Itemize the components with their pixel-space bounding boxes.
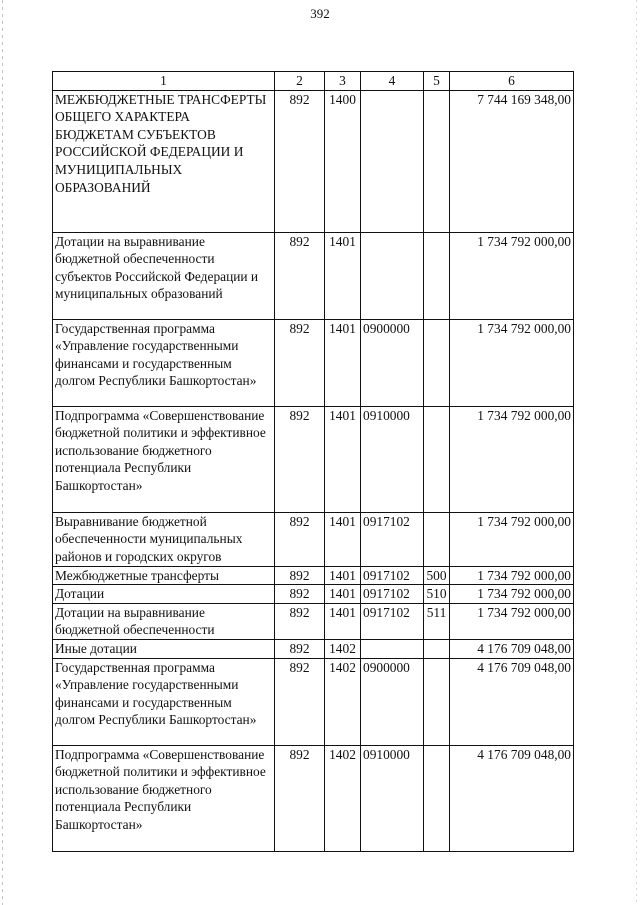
row-name: Дотации bbox=[53, 585, 275, 604]
row-col-2: 892 bbox=[275, 90, 325, 232]
row-sum: 1 734 792 000,00 bbox=[450, 232, 574, 319]
page-number: 392 bbox=[310, 6, 330, 21]
header-col-3: 3 bbox=[325, 72, 361, 91]
table-row bbox=[53, 566, 574, 585]
table-row bbox=[53, 658, 574, 745]
table-row bbox=[53, 232, 574, 319]
row-col-2: 892 bbox=[275, 745, 325, 851]
row-name: Государственная программа «Управление государственными финансами и государственным долгом Республики Башкортостан» bbox=[53, 658, 275, 745]
row-col-3: 1401 bbox=[325, 512, 361, 566]
row-col-3: 1402 bbox=[325, 639, 361, 658]
row-col-5: 500 bbox=[424, 566, 450, 585]
row-col-2: 892 bbox=[275, 319, 325, 406]
row-col-5 bbox=[424, 658, 450, 745]
row-sum: 1 734 792 000,00 bbox=[450, 319, 574, 406]
table-row bbox=[53, 319, 574, 406]
row-sum: 4 176 709 048,00 bbox=[450, 745, 574, 851]
row-col-5 bbox=[424, 512, 450, 566]
row-col-2: 892 bbox=[275, 658, 325, 745]
row-col-4 bbox=[361, 232, 424, 319]
row-col-2: 892 bbox=[275, 406, 325, 512]
header-col-4: 4 bbox=[361, 72, 424, 91]
row-col-2: 892 bbox=[275, 639, 325, 658]
row-col-3: 1402 bbox=[325, 745, 361, 851]
row-col-4: 0910000 bbox=[361, 406, 424, 512]
row-col-2: 892 bbox=[275, 603, 325, 639]
table-row bbox=[53, 585, 574, 604]
row-sum: 7 744 169 348,00 bbox=[450, 90, 574, 232]
row-sum: 1 734 792 000,00 bbox=[450, 603, 574, 639]
table-row bbox=[53, 639, 574, 658]
table-row bbox=[53, 406, 574, 512]
row-name: Дотации на выравнивание бюджетной обеспеченности bbox=[53, 603, 275, 639]
table-row bbox=[53, 603, 574, 639]
header-col-6: 6 bbox=[450, 72, 574, 91]
row-col-2: 892 bbox=[275, 232, 325, 319]
table-header-row bbox=[53, 72, 574, 91]
row-sum: 4 176 709 048,00 bbox=[450, 658, 574, 745]
row-col-3: 1401 bbox=[325, 406, 361, 512]
row-col-3: 1401 bbox=[325, 603, 361, 639]
scan-edge-right bbox=[636, 0, 637, 905]
row-col-4: 0900000 bbox=[361, 319, 424, 406]
row-col-3: 1401 bbox=[325, 319, 361, 406]
row-col-5 bbox=[424, 745, 450, 851]
row-col-5 bbox=[424, 319, 450, 406]
row-col-3: 1401 bbox=[325, 232, 361, 319]
header-col-5: 5 bbox=[424, 72, 450, 91]
row-sum: 4 176 709 048,00 bbox=[450, 639, 574, 658]
row-col-5 bbox=[424, 90, 450, 232]
row-name: Дотации на выравнивание бюджетной обеспеченности субъектов Российской Федерации и муниципальных образований bbox=[53, 232, 275, 319]
row-col-3: 1401 bbox=[325, 566, 361, 585]
table-row bbox=[53, 90, 574, 232]
header-col-2: 2 bbox=[275, 72, 325, 91]
row-col-4: 0917102 bbox=[361, 585, 424, 604]
table-row bbox=[53, 512, 574, 566]
row-name: Государственная программа «Управление государственными финансами и государственным долгом Республики Башкортостан» bbox=[53, 319, 275, 406]
row-col-3: 1400 bbox=[325, 90, 361, 232]
row-col-5: 510 bbox=[424, 585, 450, 604]
row-name: Подпрограмма «Совершенствование бюджетной политики и эффективное использование бюджетного потенциала Республики Башкортостан» bbox=[53, 745, 275, 851]
row-name: МЕЖБЮДЖЕТНЫЕ ТРАНСФЕРТЫ ОБЩЕГО ХАРАКТЕРА БЮДЖЕТАМ СУБЪЕКТОВ РОССИЙСКОЙ ФЕДЕРАЦИИ И МУНИЦИПАЛЬНЫХ ОБРАЗОВАНИЙ bbox=[53, 90, 275, 232]
header-col-1: 1 bbox=[53, 72, 275, 91]
row-col-2: 892 bbox=[275, 566, 325, 585]
row-name: Выравнивание бюджетной обеспеченности муниципальных районов и городских округов bbox=[53, 512, 275, 566]
row-sum: 1 734 792 000,00 bbox=[450, 566, 574, 585]
row-col-3: 1401 bbox=[325, 585, 361, 604]
row-sum: 1 734 792 000,00 bbox=[450, 406, 574, 512]
budget-table bbox=[52, 71, 574, 852]
row-col-5 bbox=[424, 639, 450, 658]
row-name: Межбюджетные трансферты bbox=[53, 566, 275, 585]
row-col-3: 1402 bbox=[325, 658, 361, 745]
row-col-4: 0917102 bbox=[361, 603, 424, 639]
row-col-4 bbox=[361, 90, 424, 232]
row-col-5 bbox=[424, 232, 450, 319]
row-name: Иные дотации bbox=[53, 639, 275, 658]
row-col-4 bbox=[361, 639, 424, 658]
row-col-5: 511 bbox=[424, 603, 450, 639]
table-row bbox=[53, 745, 574, 851]
row-col-4: 0917102 bbox=[361, 566, 424, 585]
scan-edge-left bbox=[2, 0, 3, 905]
row-col-2: 892 bbox=[275, 512, 325, 566]
row-col-4: 0900000 bbox=[361, 658, 424, 745]
row-col-2: 892 bbox=[275, 585, 325, 604]
row-sum: 1 734 792 000,00 bbox=[450, 512, 574, 566]
row-col-5 bbox=[424, 406, 450, 512]
row-col-4: 0910000 bbox=[361, 745, 424, 851]
row-sum: 1 734 792 000,00 bbox=[450, 585, 574, 604]
row-name: Подпрограмма «Совершенствование бюджетной политики и эффективное использование бюджетного потенциала Республики Башкортостан» bbox=[53, 406, 275, 512]
row-col-4: 0917102 bbox=[361, 512, 424, 566]
